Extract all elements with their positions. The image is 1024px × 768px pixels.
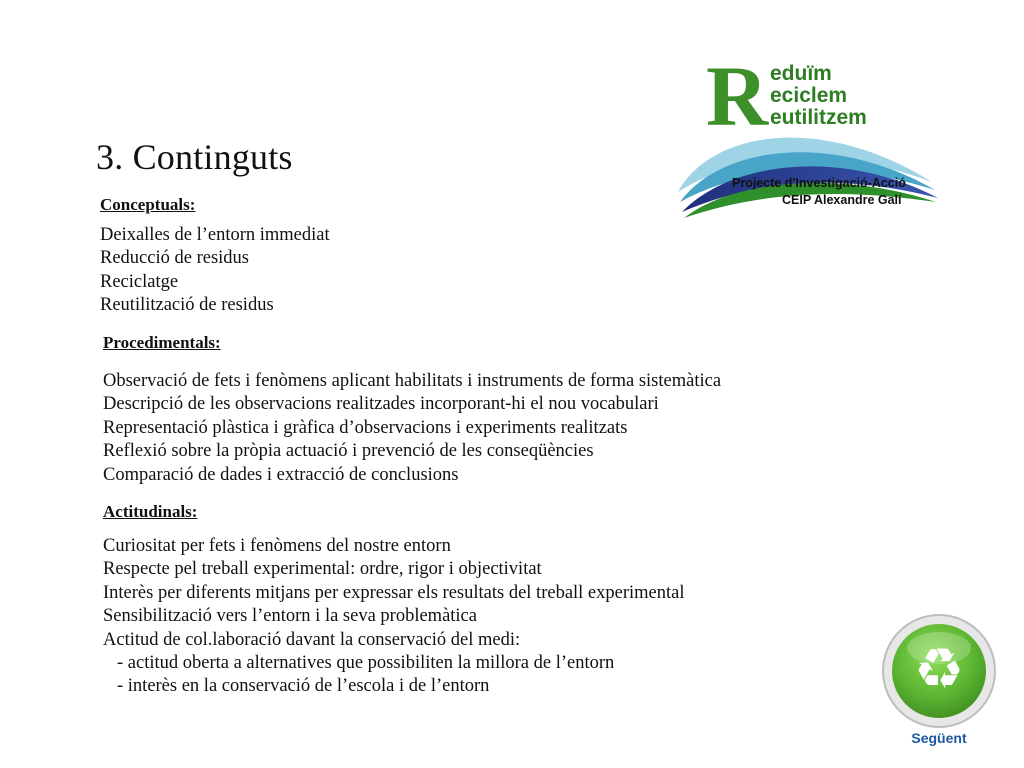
page-title: 3. Continguts	[96, 137, 293, 177]
logo-subtitle-2: CEIP Alexandre Galí	[782, 193, 902, 207]
logo-word-2: eciclem	[770, 84, 848, 107]
section-heading-actitudinals: Actitudinals:	[103, 502, 198, 521]
list-item: Reutilització de residus	[100, 295, 274, 316]
project-logo	[670, 48, 940, 222]
list-item: Comparació de dades i extracció de conclusions	[103, 464, 459, 485]
list-item: Reciclatge	[100, 271, 179, 292]
list-item: Sensibilització vers l’entorn i la seva problemàtica	[103, 606, 477, 627]
list-item: Deixalles de l’entorn immediat	[100, 225, 330, 245]
list-item: Representació plàstica i gràfica d’observacions i experiments realitzats	[103, 417, 628, 438]
recycle-icon: ♻	[913, 637, 965, 702]
next-button[interactable]	[880, 612, 998, 752]
logo-word-3: eutilitzem	[770, 106, 867, 129]
actitudinals-list	[103, 535, 685, 699]
logo-subtitle-1: Projecte d'Investigació-Acció	[732, 176, 906, 190]
list-sub-item: - actitud oberta a alternatives que possibiliten la millora de l’entorn	[117, 653, 615, 674]
list-item: Actitud de col.laboració davant la conservació del medi:	[103, 629, 521, 650]
list-item: Respecte pel treball experimental: ordre, rigor i objectivitat	[103, 559, 542, 580]
list-item: Observació de fets i fenòmens aplicant habilitats i instruments de forma sistemàtica	[103, 371, 722, 391]
logo-word-1: eduïm	[770, 62, 832, 85]
list-sub-item: - interès en la conservació de l’escola i de l’entorn	[117, 676, 490, 697]
list-item: Curiositat per fets i fenòmens del nostre entorn	[103, 536, 451, 556]
list-item: Descripció de les observacions realitzades incorporant-hi el nou vocabulari	[103, 394, 659, 415]
procedimentals-list	[103, 370, 721, 487]
list-item: Reflexió sobre la pròpia actuació i prevenció de les conseqüències	[103, 441, 594, 462]
logo-big-letter: R	[706, 48, 769, 144]
conceptuals-list	[100, 224, 330, 318]
list-item: Reducció de residus	[100, 248, 249, 269]
next-button-label: Següent	[911, 730, 967, 746]
section-heading-procedimentals: Procedimentals:	[103, 333, 221, 352]
list-item: Interès per diferents mitjans per expressar els resultats del treball experimental	[103, 582, 685, 603]
section-heading-conceptuals: Conceptuals:	[100, 195, 196, 214]
